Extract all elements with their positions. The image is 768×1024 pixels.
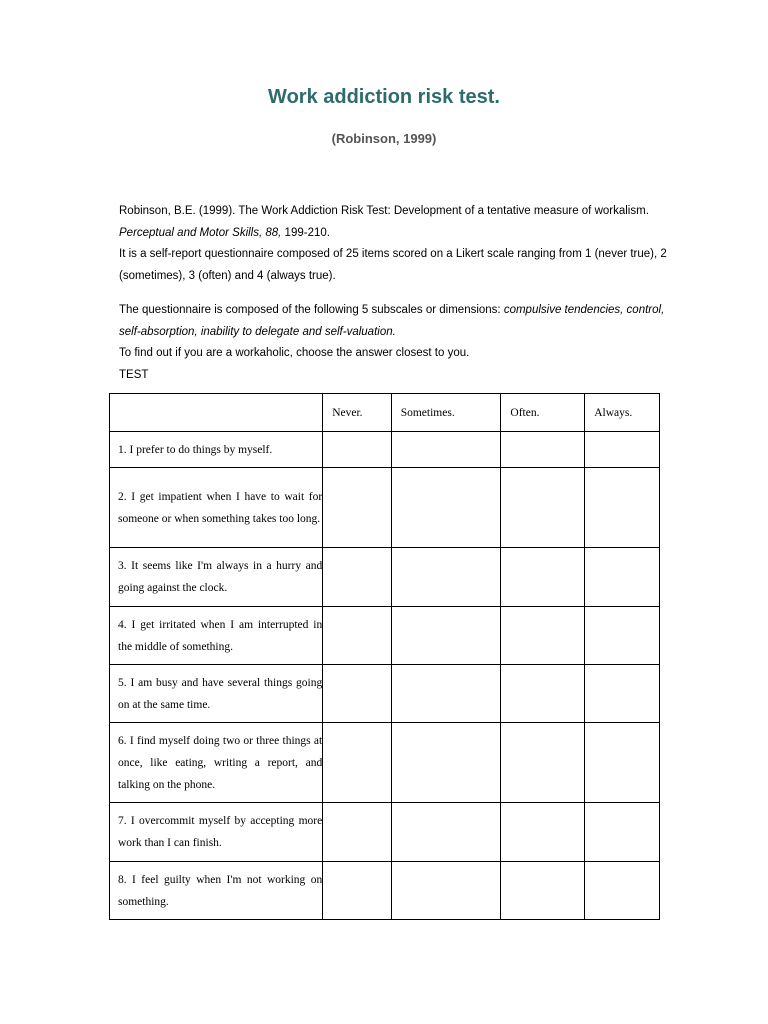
question-text: 5. I am busy and have several things going on at the same time.	[118, 676, 323, 711]
citation-pages: 199-210.	[281, 226, 330, 239]
subscales-section	[119, 300, 679, 386]
answer-always-cell[interactable]	[585, 548, 660, 607]
question-cell	[110, 862, 323, 920]
question-text: 1. I prefer to do things by myself.	[118, 443, 273, 456]
question-cell	[110, 803, 323, 862]
question-cell	[110, 468, 323, 548]
table-row	[110, 803, 660, 862]
header-often: Often.	[501, 394, 585, 432]
answer-never-cell[interactable]	[323, 665, 391, 723]
answer-often-cell[interactable]	[501, 468, 585, 548]
table-row	[110, 432, 660, 468]
answer-often-cell[interactable]	[501, 665, 585, 723]
answer-sometimes-cell[interactable]	[391, 803, 501, 862]
question-cell	[110, 723, 323, 803]
question-text: 8. I feel guilty when I'm not working on something.	[118, 873, 323, 908]
header-sometimes: Sometimes.	[391, 394, 501, 432]
answer-never-cell[interactable]	[323, 803, 391, 862]
instruction: To find out if you are a workaholic, choose the answer closest to you.	[119, 347, 470, 359]
answer-sometimes-cell[interactable]	[391, 665, 501, 723]
answer-often-cell[interactable]	[501, 862, 585, 920]
answer-sometimes-cell[interactable]	[391, 862, 501, 920]
answer-always-cell[interactable]	[585, 665, 660, 723]
question-cell	[110, 432, 323, 468]
test-label: TEST	[119, 368, 149, 381]
header-question	[110, 394, 323, 432]
subscales-lead: The questionnaire is composed of the following 5 subscales or dimensions:	[119, 304, 504, 316]
header-never: Never.	[323, 394, 391, 432]
question-cell	[110, 548, 323, 607]
answer-always-cell[interactable]	[585, 607, 660, 665]
answer-always-cell[interactable]	[585, 862, 660, 920]
intro-section	[119, 201, 679, 287]
answer-often-cell[interactable]	[501, 803, 585, 862]
answer-always-cell[interactable]	[585, 468, 660, 548]
answer-never-cell[interactable]	[323, 432, 391, 468]
question-text: 6. I find myself doing two or three things at once, like eating, writing a report, and talking on the phone.	[118, 734, 323, 791]
answer-sometimes-cell[interactable]	[391, 548, 501, 607]
answer-never-cell[interactable]	[323, 468, 391, 548]
question-cell	[110, 607, 323, 665]
answer-always-cell[interactable]	[585, 803, 660, 862]
answer-never-cell[interactable]	[323, 862, 391, 920]
page-subtitle: (Robinson, 1999)	[331, 131, 437, 146]
subscales-list: compulsive tendencies, control, self-absorption, inability to delegate and self-valuation.	[119, 304, 665, 338]
citation	[119, 201, 679, 244]
table-row	[110, 665, 660, 723]
question-text: 2. I get impatient when I have to wait for someone or when something takes too long.	[118, 490, 323, 525]
answer-never-cell[interactable]	[323, 607, 391, 665]
answer-always-cell[interactable]	[585, 432, 660, 468]
question-text: 4. I get irritated when I am interrupted in the middle of something.	[118, 618, 323, 653]
question-text: 3. It seems like I'm always in a hurry and going against the clock.	[118, 560, 323, 594]
table-row	[110, 607, 660, 665]
answer-never-cell[interactable]	[323, 548, 391, 607]
citation-journal: Perceptual and Motor Skills, 88,	[119, 226, 282, 239]
citation-main: Robinson, B.E. (1999). The Work Addiction Risk Test: Development of a tentative measure of workalism.	[119, 205, 649, 217]
answer-often-cell[interactable]	[501, 723, 585, 803]
question-cell	[110, 665, 323, 723]
test-table	[109, 393, 660, 920]
description: It is a self-report questionnaire composed of 25 items scored on a Likert scale ranging from 1 (never true), 2 (sometimes), 3 (often) and 4 (always true).	[119, 248, 667, 282]
question-text: 7. I overcommit myself by accepting more work than I can finish.	[118, 815, 323, 849]
table-row	[110, 862, 660, 920]
answer-always-cell[interactable]	[585, 723, 660, 803]
answer-sometimes-cell[interactable]	[391, 723, 501, 803]
page-title: Work addiction risk test.	[268, 86, 500, 108]
table-row	[110, 548, 660, 607]
subscales-paragraph	[119, 300, 679, 343]
answer-often-cell[interactable]	[501, 432, 585, 468]
answer-sometimes-cell[interactable]	[391, 607, 501, 665]
answer-often-cell[interactable]	[501, 548, 585, 607]
table-row	[110, 468, 660, 548]
answer-sometimes-cell[interactable]	[391, 432, 501, 468]
answer-sometimes-cell[interactable]	[391, 468, 501, 548]
header-always: Always.	[585, 394, 660, 432]
answer-never-cell[interactable]	[323, 723, 391, 803]
table-header-row	[110, 394, 660, 432]
table-row	[110, 723, 660, 803]
answer-often-cell[interactable]	[501, 607, 585, 665]
